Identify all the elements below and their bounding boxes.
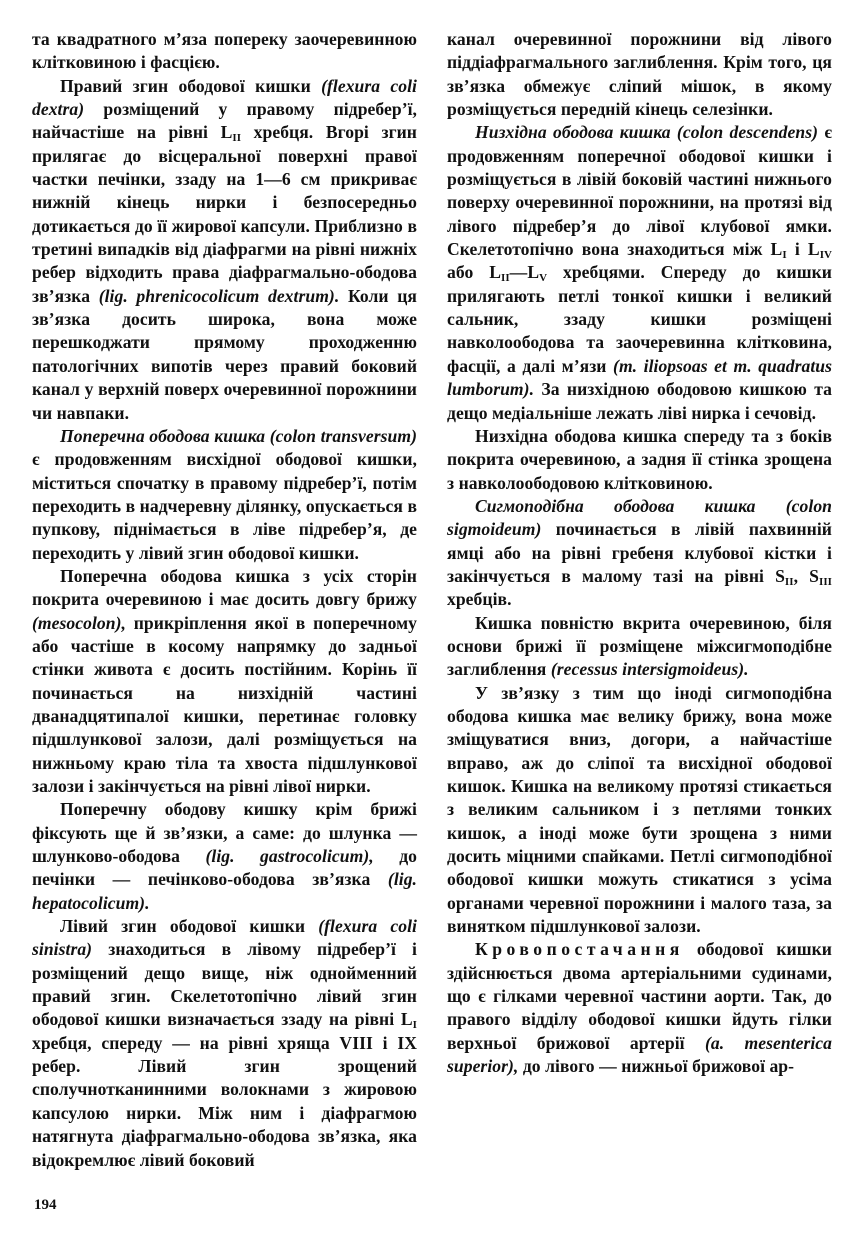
latin-term: (lig. phrenicocolicum dextrum). [98,285,340,306]
right-text-column [447,28,832,1078]
text-run: Правий згин ободової кишки [60,75,322,96]
text-run: Низхідна ободова кишка спереду та з боків покрита очеревиною, а задня її стінка зрощена з навколоободовою клітковиною. [447,425,832,493]
paragraph [447,495,832,612]
paragraph [447,612,832,682]
text-run: є продовженням висхідної ободової кишки, міститься спочатку в правому підребер’ї, потім переходить в надчеревну ділянку, опускається в пупкову, піднімається в ліве підребер’я, де переходить у лівий згин ободової кишки. [32,449,417,563]
latin-term: Низхідна ободова кишка (colon descendens) [475,122,818,143]
latin-term: (flexura coli sinistra) [32,916,417,960]
subscript-index: II [501,272,510,285]
latin-term: (a. mesenterica superior), [447,1032,832,1077]
text-run: і L [786,239,820,260]
subscript-index: II [232,132,242,145]
latin-term: (lig. hepatocolicum). [32,869,417,913]
latin-term: Сигмоподібна ободова кишка (colon sigmoideum) [447,495,832,540]
subscript-index: I [412,1019,417,1032]
text-run: хребця. Вгорі згин прилягає до вісцеральної поверхні правої частки печінки, ззаду на 1—6 см прикриває нижній кінець нирки і безпосередньо дотикається до її жирової капсули. Приблизно в третині випадків від діафрагми на рівні нижніх ребер відходить права діафрагмально-ободова зв’язка [32,122,417,306]
subscript-index: IV [819,249,833,262]
page-number: 194 [34,1197,57,1213]
text-run: розміщений у правому підребер’ї, найчастіше на рівні L [32,99,417,143]
text-run: Поперечна ободова кишка з усіх сторін покрита очеревиною і має досить довгу брижу [32,565,417,610]
latin-term: (lig. gastrocolicum), [205,846,374,867]
text-run: прикріплення якої в поперечному або частіше в косому напрямку до задньої стінки живота є досить постійним. Корінь її починається на низхідній частині дванадцятипалої кишки, перетинає головку підшлункової залози, далі розміщується на нижньому краю тіла та хвоста підшлункової залози і закінчується на рівні лівої нирки. [32,612,417,796]
latin-term: (recessus intersigmoideus). [550,659,749,680]
paragraph [32,425,417,565]
text-run: канал очеревинної порожнини від лівого піддіафрагмального заглиблення. Крім того, ця зв’язка обмежує сліпий мішок, в якому розміщується передній кінець селезінки. [447,29,832,120]
text-run: ободової кишки здійснюється двома артеріальними судинами, що є гілками черевної частини аорти. Так, до правого відділу ободової кишки йдуть гілки верхньої брижової артерії [447,939,832,1053]
text-run: У зв’язку з тим що іноді сигмоподібна ободова кишка має велику брижу, вона може зміщуватися вниз, догори, а найчастіше вправо, аж до сліпої та висхідної ободової кишок. Кишка на великому протязі стикається з великим сальником і з петлями тонких кишок, а іноді може бути зрощена з ними досить міцними спайками. Петлі сигмоподібної ободової кишки можуть стикатися з усіма органами черевної порожнини і малого таза, за винятком підшлункової залози. [447,682,832,937]
text-run: є продовженням поперечної ободової кишки і розміщується в лівій боковій частині нижнього поверху очеревинної порожнини, на протязі від лівого підребер’я до лівої клубової ямки. Скелетотопічно вона знаходиться між L [447,122,832,260]
paragraph [447,938,832,1078]
text-run: до печінки — печінково-ободова зв’язка [32,846,418,890]
text-run: хребцями. Спереду до кишки прилягають петлі тонкої кишки і великий сальник, ззаду кишки розміщені навколоободова та заочеревинна клітковина, фасції, а далі м’язи [447,262,832,376]
subscript-index: III [819,575,833,588]
text-run: або L [447,262,501,283]
text-run: Поперечну ободову кишку крім брижі фіксують ще й зв’язки, а саме: до шлунка — шлунково-ободова [32,799,417,867]
paragraph [32,565,417,798]
text-run: знаходиться в лівому підребер’ї і розміщений дещо вище, ніж однойменний правий згин. Скелетотопічно лівий згин ободової кишки визначається ззаду на рівні L [32,939,417,1030]
subscript-index: II [784,575,794,588]
paragraph [447,425,832,495]
left-text-column [32,28,417,1172]
text-run: За низхідною ободовою кишкою та дещо медіальніше лежать ліві нирка і сечовід. [447,379,832,423]
text-run: до лівого — нижньої брижової ар- [518,1056,795,1077]
paragraph [447,121,832,424]
paragraph [32,28,417,75]
text-run: починається в лівій пахвинній ямці або на рівні гребеня клубової кістки і закінчується в малому тазі на рівні S [447,519,832,586]
subscript-index: V [539,272,548,285]
text-run: Лівий згин ободової кишки [60,916,319,937]
latin-term: (m. iliopsoas et m. quadratus lumborum). [447,355,832,400]
text-run: Коли ця зв’язка досить широка, вона може перешкоджати прямому проходженню патологічних випотів через правий боковий канал у верхній поверх очеревинної порожнини чи навпаки. [32,285,417,423]
latin-term: (mesocolon), [32,612,126,633]
text-run: —L [509,262,540,283]
paragraph [447,28,832,121]
text-run: хребця, спереду — на рівні хряща VIII і IX ребер. Лівий згин зрощений сполучнотканинними волокнами з жировою капсулою нирки. Між ним і діафрагмою натягнута діафрагмально-ободова зв’язка, яка відокремлює лівий боковий [32,1032,417,1170]
paragraph [32,798,417,915]
spaced-heading: Кровопостачання [475,939,684,960]
latin-term: (flexura coli dextra) [32,75,417,120]
text-run: Кишка повністю вкрита очеревиною, біля основи брижі її розміщене міжсигмоподібне заглиблення [447,612,832,680]
text-run: та квадратного м’яза попереку заочеревинною клітковиною і фасцією. [32,29,417,73]
latin-term: Поперечна ободова кишка (colon transversum) [60,425,417,446]
paragraph [32,915,417,1172]
subscript-index: I [782,249,787,262]
paragraph [447,682,832,939]
text-run: хребців. [447,589,512,610]
text-run: , S [793,565,820,586]
paragraph [32,75,417,425]
